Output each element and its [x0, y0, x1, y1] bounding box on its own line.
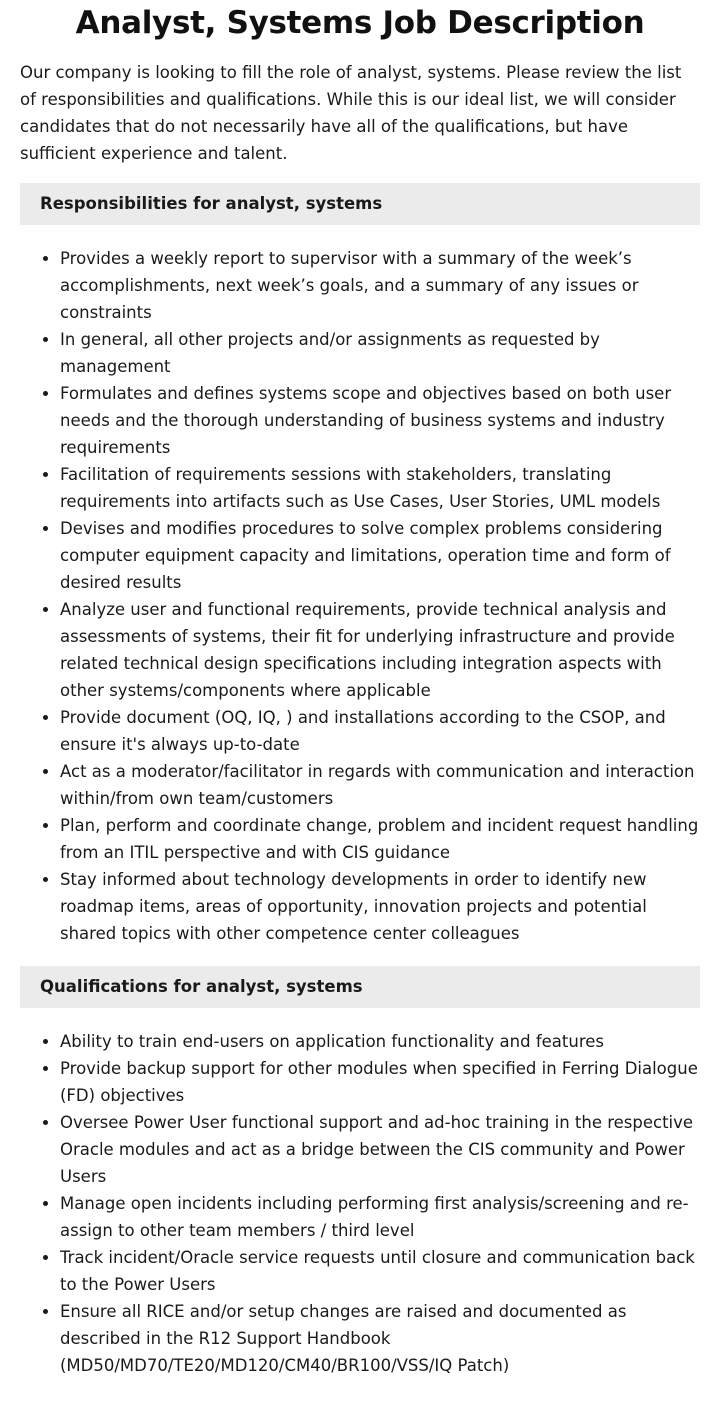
list-item: • Provide document (OQ, IQ, ) and installations according to the CSOP, and ensure it's always up-to-date — [60, 704, 700, 758]
qualifications-heading: Qualifications for analyst, systems — [20, 966, 700, 1008]
qualifications-list — [20, 1028, 700, 1379]
list-item: • Act as a moderator/facilitator in regards with communication and interaction within/from own team/customers — [60, 758, 700, 812]
list-item: • Track incident/Oracle service requests until closure and communication back to the Power Users — [60, 1244, 700, 1298]
responsibilities-list — [20, 245, 700, 947]
list-item: • Provides a weekly report to supervisor with a summary of the week’s accomplishments, next week’s goals, and a summary of any issues or constraints — [60, 245, 700, 326]
list-item: • Manage open incidents including performing first analysis/screening and re-assign to other team members / third level — [60, 1190, 700, 1244]
list-item: • In general, all other projects and/or assignments as requested by management — [60, 326, 700, 380]
list-item: • Ensure all RICE and/or setup changes are raised and documented as described in the R12 Support Handbook (MD50/MD70/TE20/MD120/CM40/BR100/VSS/IQ Patch) — [60, 1298, 700, 1379]
list-item: • Formulates and defines systems scope and objectives based on both user needs and the thorough understanding of business systems and industry requirements — [60, 380, 700, 461]
list-item: • Facilitation of requirements sessions with stakeholders, translating requirements into artifacts such as Use Cases, User Stories, UML models — [60, 461, 700, 515]
list-item: • Ability to train end-users on application functionality and features — [60, 1028, 700, 1055]
list-item: • Devises and modifies procedures to solve complex problems considering computer equipment capacity and limitations, operation time and form of desired results — [60, 515, 700, 596]
list-item: • Plan, perform and coordinate change, problem and incident request handling from an ITIL perspective and with CIS guidance — [60, 812, 700, 866]
list-item: • Oversee Power User functional support and ad-hoc training in the respective Oracle modules and act as a bridge between the CIS community and Power Users — [60, 1109, 700, 1190]
intro-paragraph: Our company is looking to fill the role of analyst, systems. Please review the list of responsibilities and qualifications. While this is our ideal list, we will consider candidates that do not necessarily have all of the qualifications, but have sufficient experience and talent. — [20, 63, 682, 163]
list-item: • Stay informed about technology developments in order to identify new roadmap items, areas of opportunity, innovation projects and potential shared topics with other competence center colleagues — [60, 866, 700, 947]
list-item: • Analyze user and functional requirements, provide technical analysis and assessments of systems, their fit for underlying infrastructure and provide related technical design specifications including integration aspects with other systems/components where applicable — [60, 596, 700, 704]
responsibilities-heading: Responsibilities for analyst, systems — [20, 183, 700, 225]
list-item: • Provide backup support for other modules when specified in Ferring Dialogue (FD) objectives — [60, 1055, 700, 1109]
page-title: Analyst, Systems Job Description — [75, 5, 645, 41]
